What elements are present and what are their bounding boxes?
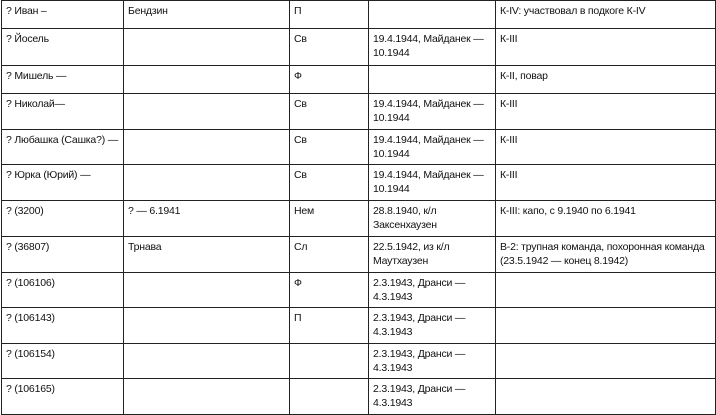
cell-place xyxy=(124,165,290,201)
cell-place xyxy=(124,379,290,415)
cell-nationality: Св xyxy=(290,130,369,165)
cell-date: 19.4.1944, Майданек — 10.1944 xyxy=(369,29,496,66)
cell-date: 19.4.1944, Майданек — 10.1944 xyxy=(369,130,496,165)
cell-place xyxy=(124,273,290,308)
cell-name: ? (3200) xyxy=(2,201,124,237)
cell-nationality: П xyxy=(290,1,369,29)
cell-date: 22.5.1942, из к/л Маутхаузен xyxy=(369,237,496,273)
cell-note: К-III xyxy=(496,130,716,165)
cell-nationality xyxy=(290,344,369,379)
cell-place xyxy=(124,344,290,379)
table-row xyxy=(2,379,716,415)
cell-name: ? (106106) xyxy=(2,273,124,308)
cell-note: К-III xyxy=(496,165,716,201)
cell-note xyxy=(496,308,716,344)
table-row xyxy=(2,165,716,201)
cell-note: К-III xyxy=(496,94,716,130)
cell-note xyxy=(496,379,716,415)
cell-date: 19.4.1944, Майданек — 10.1944 xyxy=(369,165,496,201)
cell-place xyxy=(124,29,290,66)
cell-nationality xyxy=(290,379,369,415)
records-table xyxy=(1,0,716,415)
cell-nationality: Св xyxy=(290,29,369,66)
cell-place: ? — 6.1941 xyxy=(124,201,290,237)
cell-name: ? (106154) xyxy=(2,344,124,379)
cell-nationality: Сл xyxy=(290,237,369,273)
cell-date: 2.3.1943, Дранси — 4.3.1943 xyxy=(369,273,496,308)
cell-note xyxy=(496,344,716,379)
cell-note: К-IV: участвовал в подкоге К-IV xyxy=(496,1,716,29)
cell-date: 2.3.1943, Дранси — 4.3.1943 xyxy=(369,344,496,379)
cell-date: 2.3.1943, Дранси — 4.3.1943 xyxy=(369,308,496,344)
cell-name: ? Любашка (Сашка?) — xyxy=(2,130,124,165)
cell-place xyxy=(124,308,290,344)
cell-date xyxy=(369,1,496,29)
cell-name: ? (106143) xyxy=(2,308,124,344)
table-row xyxy=(2,29,716,66)
cell-nationality: Нем xyxy=(290,201,369,237)
cell-place xyxy=(124,94,290,130)
cell-name: ? (106165) xyxy=(2,379,124,415)
cell-nationality: Св xyxy=(290,94,369,130)
cell-name: ? Мишель — xyxy=(2,66,124,94)
table-row xyxy=(2,237,716,273)
cell-date: 28.8.1940, к/л Заксенхаузен xyxy=(369,201,496,237)
table-row xyxy=(2,94,716,130)
cell-nationality: Ф xyxy=(290,66,369,94)
cell-nationality: Св xyxy=(290,165,369,201)
cell-place: Бендзин xyxy=(124,1,290,29)
cell-date: 2.3.1943, Дранси — 4.3.1943 xyxy=(369,379,496,415)
cell-name: ? Йосель xyxy=(2,29,124,66)
table-row xyxy=(2,201,716,237)
cell-name: ? Николай— xyxy=(2,94,124,130)
cell-place: Трнава xyxy=(124,237,290,273)
cell-nationality: Ф xyxy=(290,273,369,308)
cell-date: 19.4.1944, Майданек — 10.1944 xyxy=(369,94,496,130)
cell-note: К-III xyxy=(496,29,716,66)
cell-note: К-II, повар xyxy=(496,66,716,94)
cell-name: ? Иван – xyxy=(2,1,124,29)
cell-note xyxy=(496,273,716,308)
table-row xyxy=(2,130,716,165)
cell-nationality: П xyxy=(290,308,369,344)
table-row xyxy=(2,308,716,344)
table-row xyxy=(2,1,716,29)
cell-name: ? Юрка (Юрий) — xyxy=(2,165,124,201)
records-table-body xyxy=(2,1,716,415)
cell-note: В-2: трупная команда, похоронная команда (23.5.1942 — конец 8.1942) xyxy=(496,237,716,273)
cell-name: ? (36807) xyxy=(2,237,124,273)
table-row xyxy=(2,344,716,379)
cell-place xyxy=(124,130,290,165)
cell-date xyxy=(369,66,496,94)
table-row xyxy=(2,66,716,94)
cell-note: К-III: капо, с 9.1940 по 6.1941 xyxy=(496,201,716,237)
table-row xyxy=(2,273,716,308)
cell-place xyxy=(124,66,290,94)
